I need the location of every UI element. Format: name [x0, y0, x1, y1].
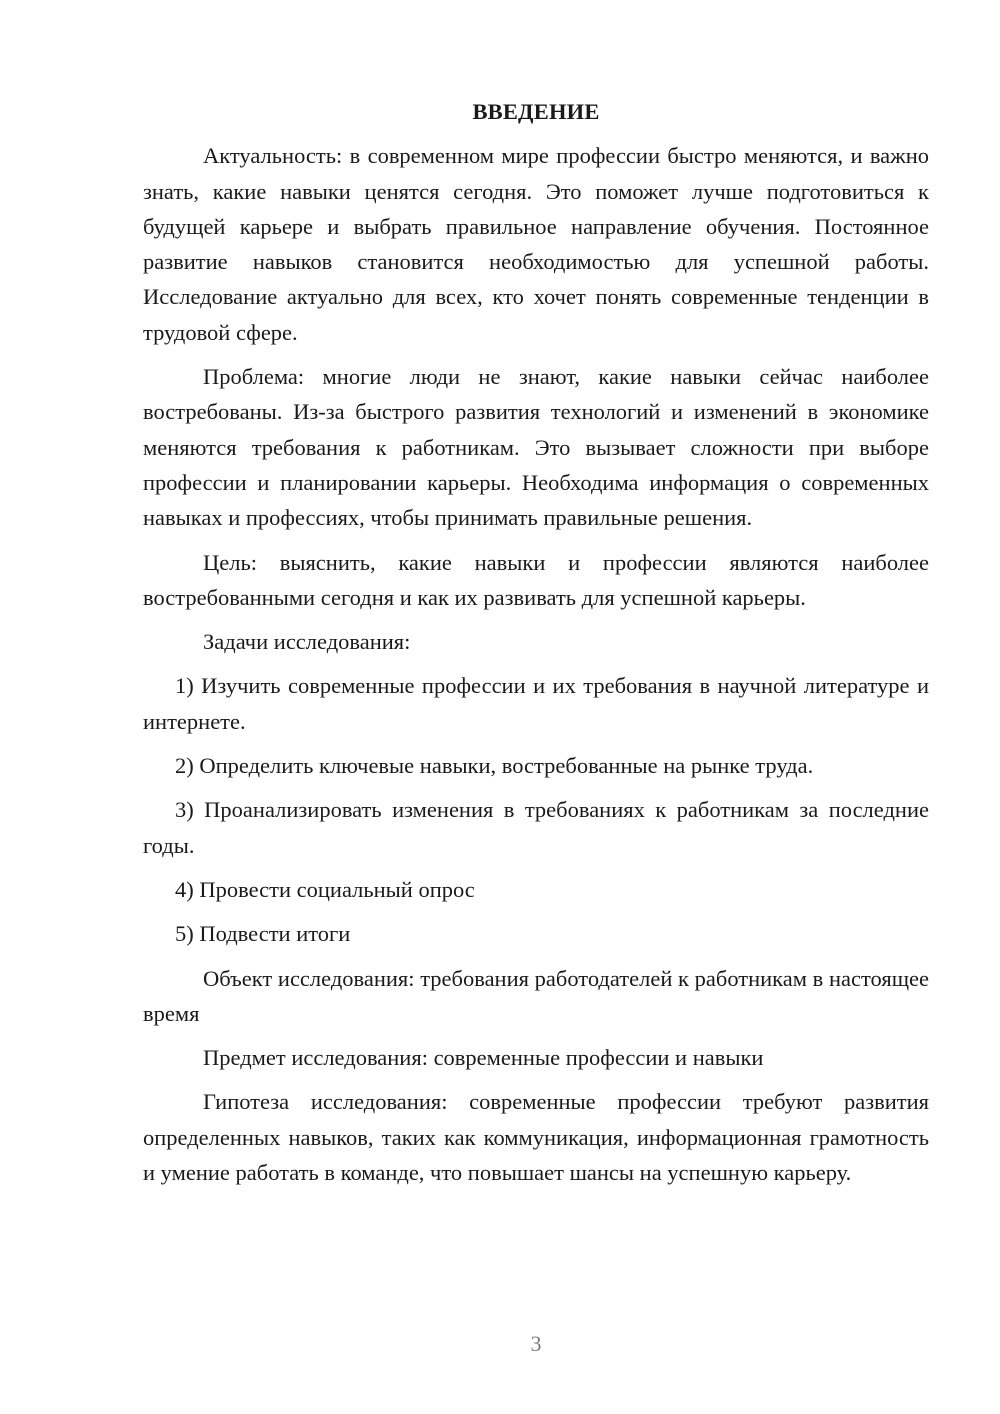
object-paragraph: Объект исследования: требования работодателей к работникам в настоящее время [143, 965, 929, 1026]
hypothesis-paragraph: Гипотеза исследования: современные профессии требуют развития определенных навыков, таких как коммуникация, информационная грамотность и умение работать в команде, что повышает шансы на успешную карьеру. [143, 1089, 929, 1186]
relevance-paragraph: Актуальность: в современном мире профессии быстро меняются, и важно знать, какие навыки ценятся сегодня. Это поможет лучше подготовиться к будущей карьере и выбрать правильное направление обучения. Постоянное развитие навыков становится необходимостью для успешной работы. Исследование актуально для всех, кто хочет понять современные тенденции в трудовой сфере. [143, 143, 929, 345]
goal-paragraph: Цель: выяснить, какие навыки и профессии являются наиболее востребованными сегодня и как их развивать для успешной карьеры. [143, 549, 929, 610]
subject-paragraph: Предмет исследования: современные профессии и навыки [203, 1045, 764, 1071]
task-item-2: 2) Определить ключевые навыки, востребованные на рынке труда. [175, 753, 814, 779]
page-content [143, 94, 929, 1199]
problem-paragraph: Проблема: многие люди не знают, какие навыки сейчас наиболее востребованы. Из-за быстрого развития технологий и изменений в экономике меняются требования к работникам. Это вызывает сложности при выборе профессии и планировании карьеры. Необходима информация о современных навыках и профессиях, чтобы принимать правильные решения. [143, 364, 929, 531]
tasks-title: Задачи исследования: [203, 629, 411, 655]
task-item-4: 4) Провести социальный опрос [175, 876, 475, 902]
task-item-5: 5) Подвести итоги [175, 921, 351, 947]
task-item-1: 1) Изучить современные профессии и их требования в научной литературе и интернете. [143, 673, 929, 734]
task-item-3: 3) Проанализировать изменения в требованиях к работникам за последние годы. [143, 797, 929, 858]
page-number: 3 [530, 1331, 542, 1356]
section-heading: ВВЕДЕНИЕ [472, 99, 600, 124]
